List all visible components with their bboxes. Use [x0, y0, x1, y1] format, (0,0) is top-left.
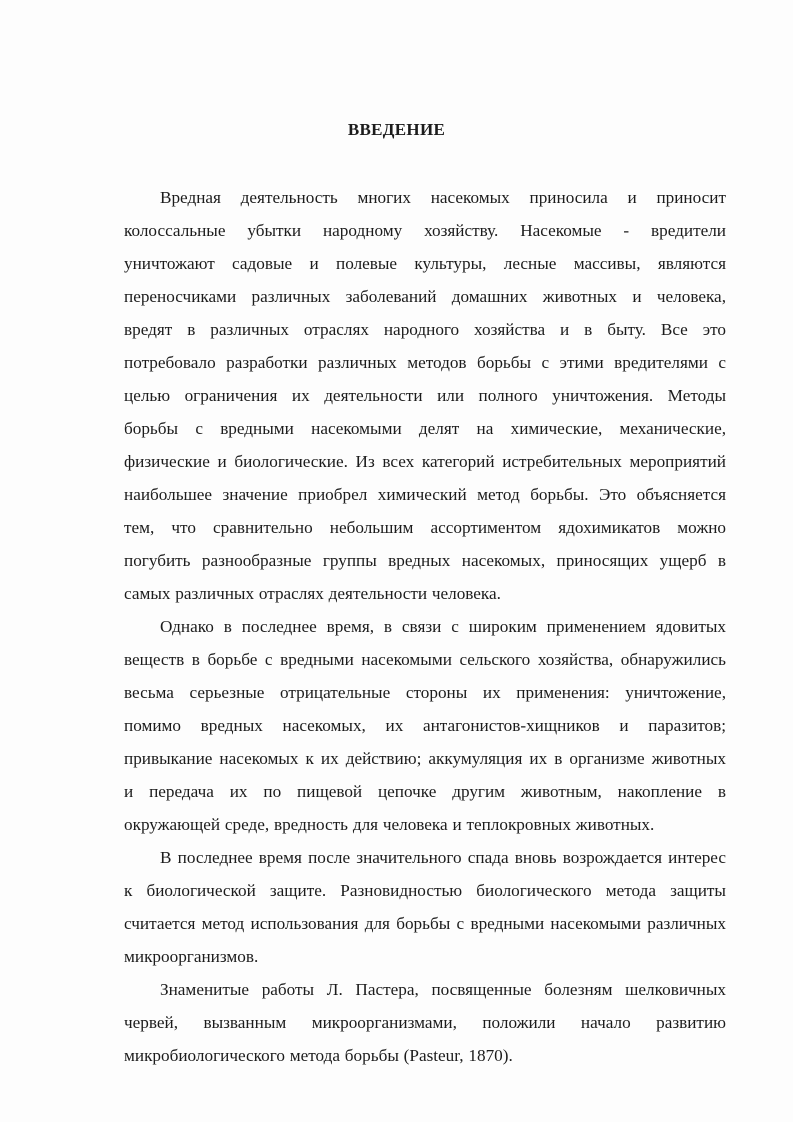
text-line: окружающей среде, вредность для человека и теплокровных животных. [124, 815, 655, 834]
text-line: червей, вызванным микроорганизмами, положили начало развитию [124, 1013, 726, 1032]
text-line: тем, что сравнительно небольшим ассортиментом ядохимикатов можно [124, 518, 726, 537]
text-line: борьбы с вредными насекомыми делят на химические, механические, [124, 419, 726, 438]
paragraph-2 [88, 610, 726, 841]
text-line: микроорганизмов. [124, 947, 259, 966]
document-body [88, 181, 726, 1072]
text-line: считается метод использования для борьбы с вредными насекомыми различных [124, 914, 726, 933]
paragraph-1 [88, 181, 726, 610]
text-line: и передача их по пищевой цепочке другим животным, накопление в [124, 782, 726, 801]
paragraph-4 [88, 973, 726, 1072]
text-line: помимо вредных насекомых, их антагонистов-хищников и паразитов; [124, 716, 726, 735]
text-line: веществ в борьбе с вредными насекомыми сельского хозяйства, обнаружились [124, 650, 726, 669]
text-line: уничтожают садовые и полевые культуры, лесные массивы, являются [124, 254, 726, 273]
text-line: погубить разнообразные группы вредных насекомых, приносящих ущерб в [124, 551, 726, 570]
text-line: самых различных отраслях деятельности человека. [124, 584, 501, 603]
text-line: Вредная деятельность многих насекомых приносила и приносит [160, 188, 726, 207]
paragraph-3 [88, 841, 726, 973]
text-line: к биологической защите. Разновидностью биологического метода защиты [124, 881, 726, 900]
text-line: физические и биологические. Из всех категорий истребительных мероприятий [124, 452, 726, 471]
text-line: колоссальные убытки народному хозяйству. Насекомые - вредители [124, 221, 726, 240]
text-line: потребовало разработки различных методов борьбы с этими вредителями с [124, 353, 726, 372]
text-line: привыкание насекомых к их действию; аккумуляция их в организме животных [124, 749, 726, 768]
text-line: вредят в различных отраслях народного хозяйства и в быту. Все это [124, 320, 726, 339]
text-line: В последнее время после значительного спада вновь возрождается интерес [160, 848, 726, 867]
text-line: Однако в последнее время, в связи с широким применением ядовитых [160, 617, 726, 636]
text-line: целью ограничения их деятельности или полного уничтожения. Методы [124, 386, 726, 405]
text-line: наибольшее значение приобрел химический метод борьбы. Это объясняется [124, 485, 726, 504]
text-line: микробиологического метода борьбы (Pasteur, 1870). [124, 1046, 513, 1065]
text-line: весьма серьезные отрицательные стороны их применения: уничтожение, [124, 683, 726, 702]
text-line: Знаменитые работы Л. Пастера, посвященные болезням шелковичных [160, 980, 726, 999]
text-line: переносчиками различных заболеваний домашних животных и человека, [124, 287, 726, 306]
page-title: ВВЕДЕНИЕ [347, 120, 446, 139]
